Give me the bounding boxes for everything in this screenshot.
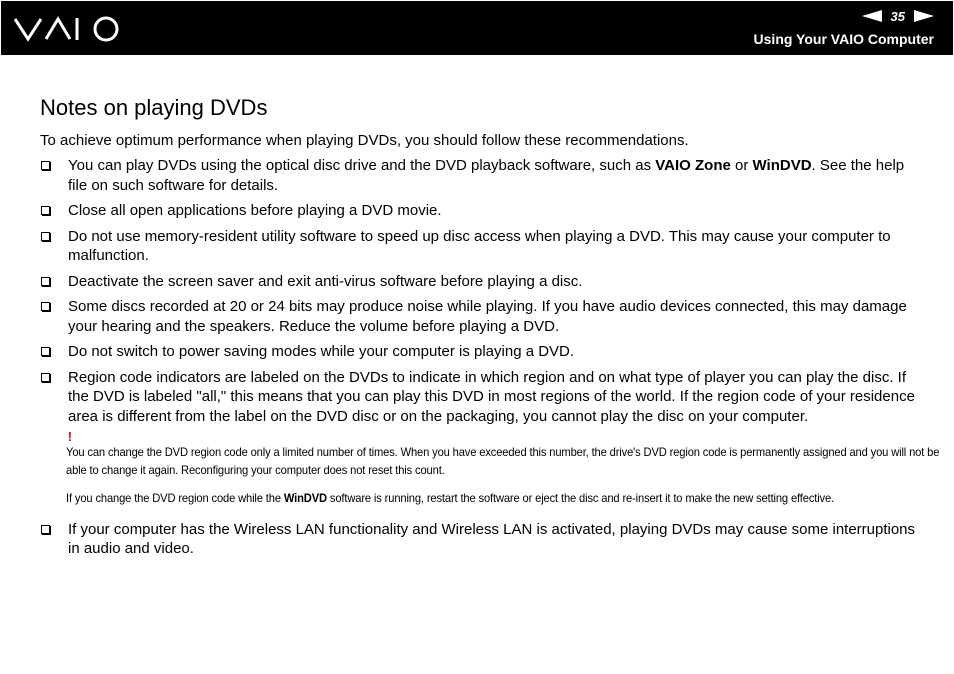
- item-bold-text: VAIO Zone: [655, 157, 731, 174]
- item-text: . See the help file on such software for details.: [68, 157, 905, 194]
- page-navigation: [862, 7, 934, 25]
- note-paragraph: You can change the DVD region code only a limited number of times. When you have exceeded this number, the drive's DVD region code is permanently assigned and you will not be able to change it again. Reconfiguring your computer does not reset this count.: [66, 445, 940, 477]
- intro-paragraph: To achieve optimum performance when playing DVDs, you should follow these recommendations.: [40, 132, 689, 149]
- warning-note: [40, 430, 946, 508]
- list-item: [40, 368, 920, 427]
- item-text: Close all open applications before playing a DVD movie.: [68, 202, 442, 219]
- list-item: [40, 297, 920, 336]
- item-bold-text: WinDVD: [752, 157, 812, 174]
- list-item: [40, 156, 920, 195]
- item-text: Deactivate the screen saver and exit anti-virus software before playing a disc.: [68, 272, 583, 290]
- note-text: If you change the DVD region code while the: [66, 491, 284, 505]
- item-text: If your computer has the Wireless LAN functionality and Wireless LAN is activated, playing DVDs may cause some interruptions in audio and video.: [68, 520, 916, 557]
- item-text: or: [730, 157, 753, 174]
- page-title: Notes on playing DVDs: [40, 95, 268, 120]
- checkbox-bullet-icon: [41, 525, 50, 534]
- arrow-left-icon[interactable]: [862, 10, 882, 22]
- arrow-right-icon[interactable]: [914, 10, 934, 22]
- note-paragraph: [66, 490, 946, 508]
- recommendation-list-continued: [40, 520, 920, 559]
- checkbox-bullet-icon: [41, 302, 50, 311]
- list-item: [40, 201, 920, 221]
- list-item: [40, 272, 920, 292]
- list-item: [40, 342, 920, 362]
- list-item: [40, 227, 920, 266]
- item-text: You can play DVDs using the optical disc drive and the DVD playback software, such as: [68, 157, 656, 174]
- section-title: Using Your VAIO Computer: [753, 31, 934, 47]
- warning-icon: !: [67, 429, 72, 444]
- item-text: Some discs recorded at 20 or 24 bits may produce noise while playing. If you have audio devices connected, this may damage your hearing and the speakers. Reduce the volume before playing a DVD.: [68, 298, 907, 335]
- main-content: [40, 95, 940, 565]
- item-text: Do not use memory-resident utility software to speed up disc access when playing a DVD. This may cause your computer to malfunction.: [68, 227, 891, 264]
- checkbox-bullet-icon: [41, 347, 50, 356]
- checkbox-bullet-icon: [41, 373, 50, 382]
- item-text: Do not switch to power saving modes while your computer is playing a DVD.: [68, 343, 575, 360]
- checkbox-bullet-icon: [41, 161, 50, 170]
- recommendation-list: [40, 156, 920, 426]
- checkbox-bullet-icon: [41, 232, 50, 241]
- vaio-logo-icon: [14, 13, 122, 45]
- checkbox-bullet-icon: [41, 277, 50, 286]
- page-number: 35: [890, 8, 905, 24]
- page-header: [1, 1, 953, 55]
- checkbox-bullet-icon: [41, 206, 50, 215]
- list-item: [40, 520, 920, 559]
- note-text: software is running, restart the software or eject the disc and re-insert it to make the new setting effective.: [326, 491, 835, 505]
- note-bold-text: WinDVD: [283, 491, 327, 505]
- item-text: Region code indicators are labeled on the DVDs to indicate in which region and on what type of player you can play the disc. If the DVD is labeled "all," this means that you can play this DVD in most regions of the world. If the region code of your residence area is different from the label on the DVD disc or on the packaging, you cannot play the disc on your computer.: [68, 368, 915, 425]
